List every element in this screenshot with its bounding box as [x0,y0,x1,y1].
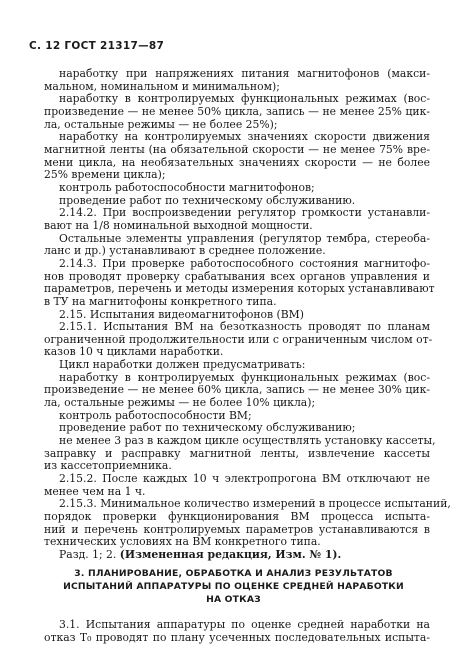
text-line: 2.15.2. После каждых 10 ч электропрогона ВМ отключают не [59,472,430,485]
text-line: 25% времени цикла); [44,168,166,181]
text-line: в ТУ на магнитофоны конкретного типа. [44,295,277,308]
text-line: наработку при напряжениях питания магнитофонов (макси- [59,67,430,80]
text-line: параметров, перечень и методы измерения которых устанавливают [44,282,435,295]
text-line: 2.14.3. При проверке работоспособного состояния магнитофо- [59,257,430,270]
text-line: менее чем на 1 ч. [44,485,146,498]
text-line: Цикл наработки должен предусматривать: [59,358,306,371]
text-line: мальном, номинальном и минимальном); [44,80,280,93]
text-line: вают на 1/8 номинальной выходной мощности. [44,219,313,232]
text-line: произведение — не менее 50% цикла, запись — не менее 25% цик- [44,105,430,118]
text-line: мени цикла, на необязательных значениях скорости — не более [44,156,430,169]
text-line: 2.15.1. Испытания ВМ на безотказность проводят по планам [59,320,430,333]
text-line: магнитной ленты (на обязательной скорости — не менее 75% вре- [44,143,430,156]
text-line: ла, остальные режимы — не более 10% цикла); [44,396,316,409]
text-line: ланс и др.) устанавливают в среднее положение. [44,244,326,257]
text-line: 3.1. Испытания аппаратуры по оценке средней наработки на [59,618,430,631]
text-line: контроль работоспособности ВМ; [59,409,252,422]
text-line: заправку и расправку магнитной ленты, извлечение кассеты [44,447,430,460]
amendment-sections: Разд. 1; 2. [59,548,117,561]
text-line: ний и перечень контролируемых параметров устанавливаются в [44,523,430,536]
text-line: наработку в контролируемых функциональных режимах (вос- [59,92,430,105]
text-line: казов 10 ч циклами наработки. [44,345,224,358]
text-line: нов проводят проверку срабатывания всех органов управления и [44,270,430,283]
text-line: технических условиях на ВМ конкретного типа. [44,535,321,548]
text-line: ограниченной продолжительности или с ограниченным числом от- [44,333,433,346]
text-line: наработку на контролируемых значениях скорости движения [59,130,430,143]
text-line: Остальные элементы управления (регулятор тембра, стереоба- [59,232,430,245]
text-line: не менее 3 раз в каждом цикле осуществлять установку кассеты, [59,434,436,447]
section-title-line: НА ОТКАЗ [206,594,261,605]
amendment-note [59,548,430,561]
text-line: отказ T₀ проводят по плану усеченных последовательных испыта- [44,631,430,644]
text-line: наработку в контролируемых функциональных режимах (вос- [59,371,430,384]
subsection-heading: 2.15. Испытания видеомагнитофонов (ВМ) [59,308,304,321]
text-line: 2.14.2. При воспроизведении регулятор громкости устанавли- [59,206,430,219]
section-title-line: 3. ПЛАНИРОВАНИЕ, ОБРАБОТКА И АНАЛИЗ РЕЗУЛЬТАТОВ [74,568,393,579]
text-line: проведение работ по техническому обслуживанию. [59,194,356,207]
text-line: порядок проверки функционирования ВМ процесса испыта- [44,510,430,523]
text-line: из кассетоприемника. [44,459,172,472]
text-line: проведение работ по техническому обслуживанию; [59,421,356,434]
text-line: ла, остальные режимы — не более 25%); [44,118,278,131]
section-title-line: ИСПЫТАНИЙ АППАРАТУРЫ ПО ОЦЕНКЕ СРЕДНЕЙ НАРАБОТКИ [63,581,404,592]
page-header: С. 12 ГОСТ 21317—87 [29,40,165,52]
text-line: произведение — не менее 60% цикла, запись — не менее 30% цик- [44,383,430,396]
text-line: контроль работоспособности магнитофонов; [59,181,315,194]
text-line: 2.15.3. Минимальное количество измерений в процессе испытаний, [59,497,451,510]
amendment-label: (Измененная редакция, Изм. № 1). [119,548,342,561]
